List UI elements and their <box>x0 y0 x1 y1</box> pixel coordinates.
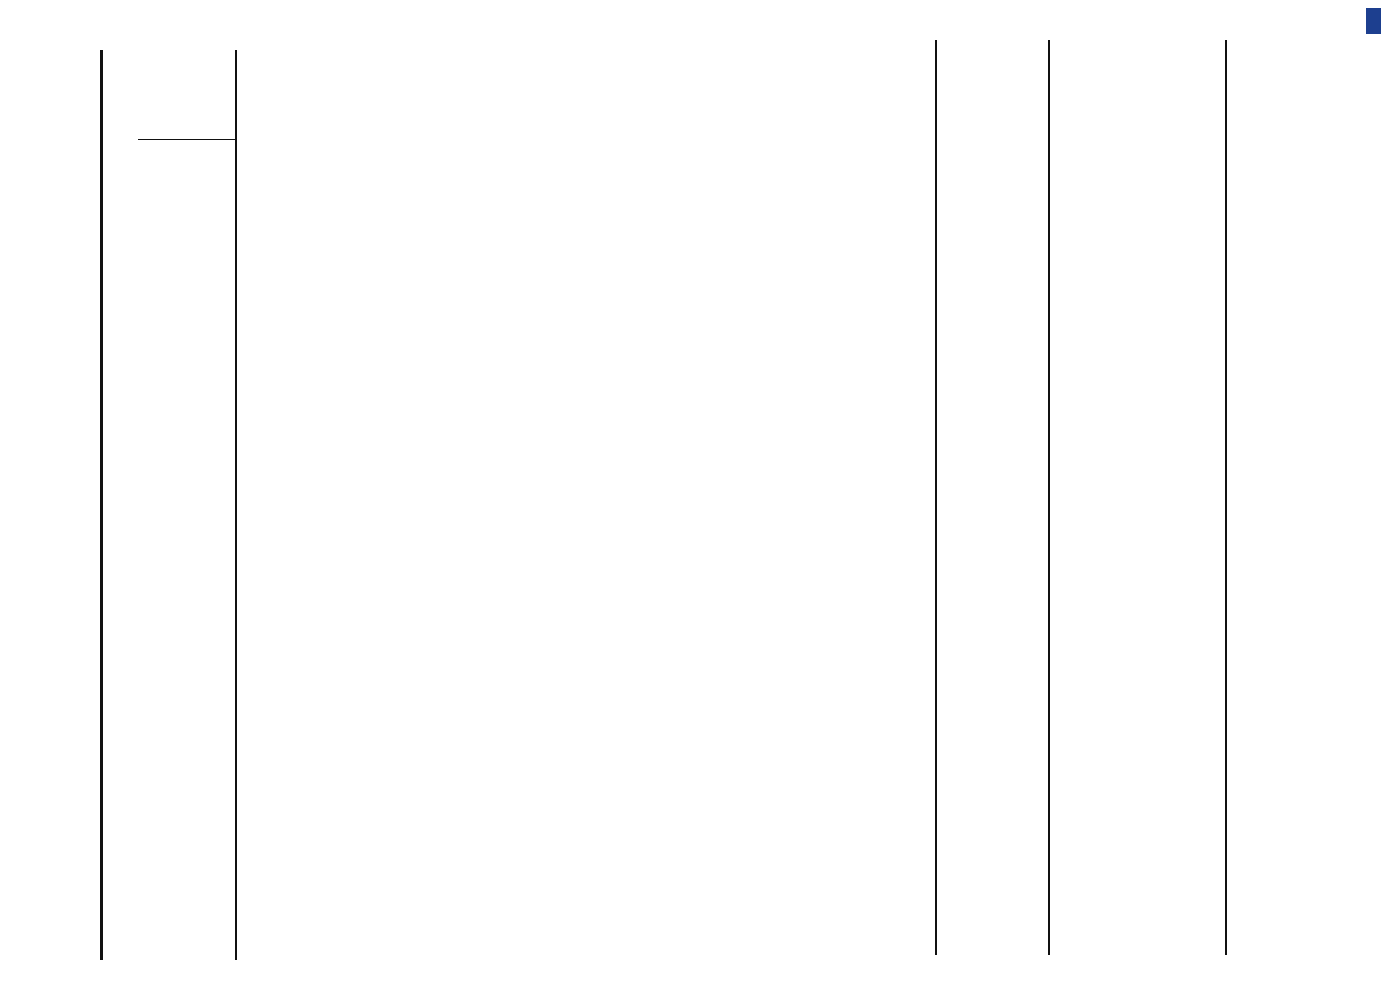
kap-tit-divider <box>138 139 235 140</box>
funding-note <box>1366 20 1380 980</box>
amount-col-right <box>1048 40 1050 955</box>
dfg-logo <box>1366 8 1381 34</box>
table-top-rule <box>100 50 103 960</box>
header-bottom-rule <box>235 50 237 960</box>
nach-col-right <box>1225 40 1227 955</box>
amount-col-left <box>935 40 937 955</box>
